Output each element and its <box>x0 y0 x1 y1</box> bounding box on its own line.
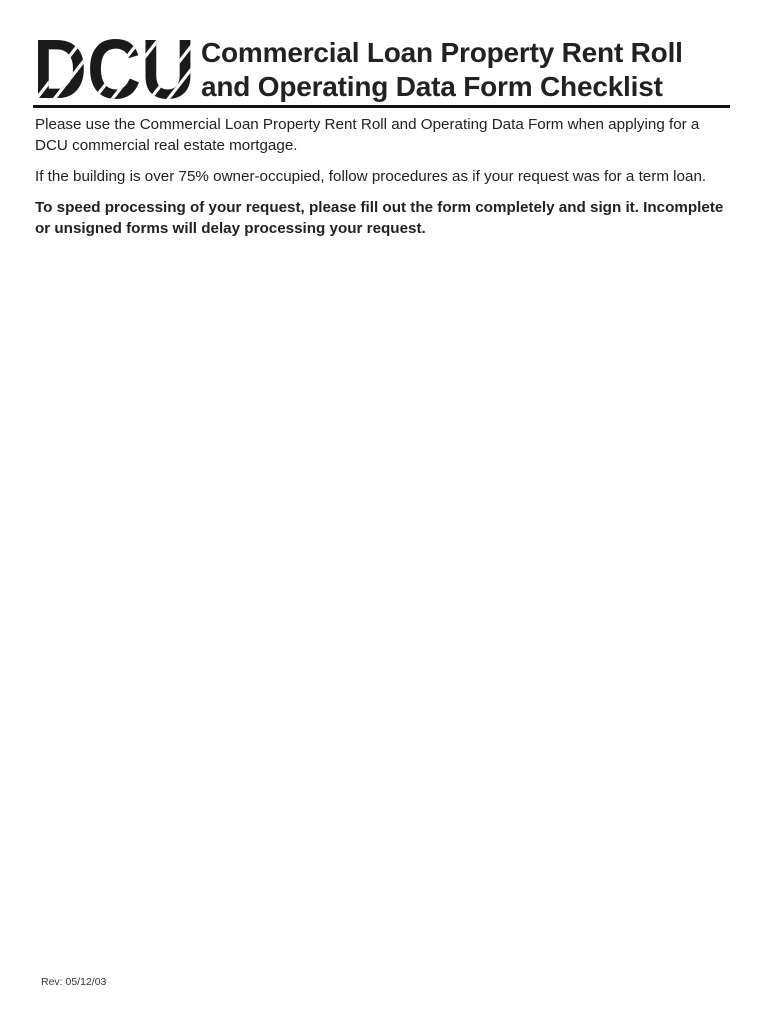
instruction-paragraph-1: Please use the Commercial Loan Property Rent Roll and Operating Data Form when applying for a DCU commercial real estate mortgage. <box>35 116 700 154</box>
title-line-2: and Operating Data Form Checklist <box>201 71 663 102</box>
title-line-1: Commercial Loan Property Rent Roll <box>201 37 683 68</box>
dcu-logo <box>33 36 195 102</box>
header-rule <box>33 105 730 108</box>
document-header <box>33 36 730 104</box>
instruction-paragraph-2: If the building is over 75% owner-occupied, follow procedures as if your request was for a term loan. <box>35 168 707 185</box>
instructions <box>35 114 730 249</box>
revision-date: Rev: 05/12/03 <box>41 976 107 988</box>
document-title <box>201 36 683 104</box>
processing-notice: To speed processing of your request, please fill out the form completely and sign it. Incomplete or unsigned forms will delay processing your request. <box>35 199 724 237</box>
